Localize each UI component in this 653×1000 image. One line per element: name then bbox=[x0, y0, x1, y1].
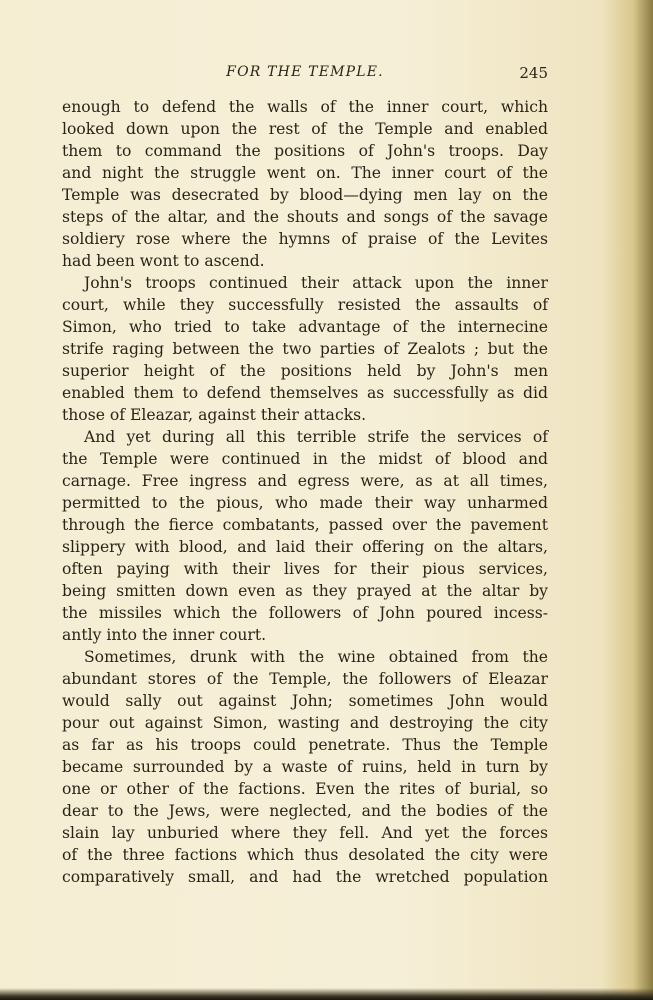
text-line: those of Eleazar, against their attacks. bbox=[62, 406, 367, 424]
text-line: became surrounded by a waste of ruins, held in turn by bbox=[62, 758, 548, 776]
body-text bbox=[62, 96, 548, 888]
text-line: John's troops continued their attack upon the inner bbox=[84, 274, 548, 292]
text-line: Temple was desecrated by blood—dying men lay on the bbox=[62, 186, 548, 204]
text-line: permitted to the pious, who made their way unharmed bbox=[62, 494, 548, 512]
text-line: soldiery rose where the hymns of praise of the Levites bbox=[62, 230, 548, 248]
text-line: strife raging between the two parties of Zealots ; but the bbox=[62, 340, 548, 358]
page-header bbox=[62, 64, 548, 84]
text-line: and night the struggle went on. The inner court of the bbox=[62, 164, 548, 182]
text-line: through the fierce combatants, passed over the pavement bbox=[62, 516, 548, 534]
text-line: Simon, who tried to take advantage of the internecine bbox=[62, 318, 548, 336]
text-line: looked down upon the rest of the Temple and enabled bbox=[62, 120, 548, 138]
text-line: the Temple were continued in the midst of blood and bbox=[62, 450, 548, 468]
text-line: enough to defend the walls of the inner court, which bbox=[62, 98, 548, 116]
text-line: slain lay unburied where they fell. And yet the forces bbox=[62, 824, 548, 842]
text-line: slippery with blood, and laid their offering on the altars, bbox=[62, 538, 548, 556]
text-line: of the three factions which thus desolated the city were bbox=[62, 846, 548, 864]
text-line: them to command the positions of John's troops. Day bbox=[62, 142, 548, 160]
text-line: the missiles which the followers of John poured incess- bbox=[62, 604, 548, 622]
text-line: court, while they successfully resisted the assaults of bbox=[62, 296, 548, 314]
text-line: being smitten down even as they prayed at the altar by bbox=[62, 582, 548, 600]
page-number: 245 bbox=[519, 64, 548, 82]
running-title: FOR THE TEMPLE. bbox=[226, 64, 384, 80]
text-line: Sometimes, drunk with the wine obtained from the bbox=[84, 648, 548, 666]
text-line: one or other of the factions. Even the rites of burial, so bbox=[62, 780, 548, 798]
text-line: enabled them to defend themselves as successfully as did bbox=[62, 384, 548, 402]
text-line: had been wont to ascend. bbox=[62, 252, 265, 270]
text-line: superior height of the positions held by John's men bbox=[62, 362, 548, 380]
text-line: would sally out against John; sometimes John would bbox=[62, 692, 548, 710]
text-line: often paying with their lives for their pious services, bbox=[62, 560, 548, 578]
text-line: pour out against Simon, wasting and destroying the city bbox=[62, 714, 548, 732]
text-line: steps of the altar, and the shouts and songs of the savage bbox=[62, 208, 548, 226]
text-line: comparatively small, and had the wretched population bbox=[62, 868, 548, 886]
text-line: antly into the inner court. bbox=[62, 626, 267, 644]
text-line: dear to the Jews, were neglected, and the bodies of the bbox=[62, 802, 548, 820]
text-line: abundant stores of the Temple, the followers of Eleazar bbox=[62, 670, 548, 688]
text-line: And yet during all this terrible strife the services of bbox=[84, 428, 548, 446]
text-line: as far as his troops could penetrate. Thus the Temple bbox=[62, 736, 548, 754]
page-bottom-edge bbox=[0, 988, 653, 1000]
text-line: carnage. Free ingress and egress were, as at all times, bbox=[62, 472, 548, 490]
